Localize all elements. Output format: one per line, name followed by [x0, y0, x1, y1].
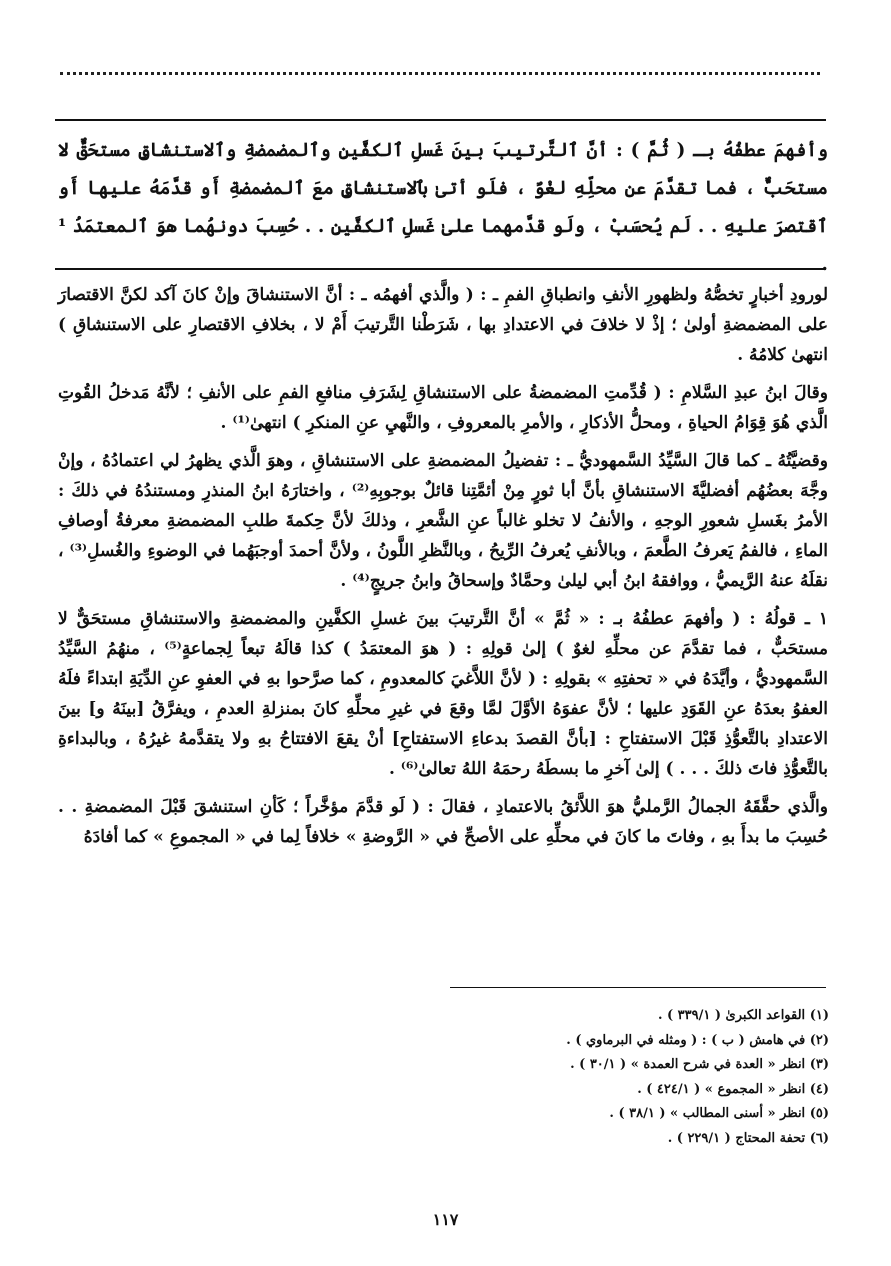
footnote-item: (٥) انظر « أسنى المطالب » ( ٣٨/١ ) .: [609, 1106, 829, 1121]
commentary-paragraph: وقالَ ابنُ عبدِ السَّلامِ : ( قُدِّمتِ المضمضةُ على الاستنشاقِ لِشَرَفِ منافعِ الفمِ على الأنفِ ؛ لأنَّهُ مَدخلُ القُوتِ الَّذي هُوَ قِوَامُ الحياةِ ، ومحلُّ الأذكارِ ، والأمرِ بالمعروفِ ، والنَّهيِ عنِ المنكرِ ) انتهىٰ⁽¹⁾ .: [58, 383, 828, 433]
commentary: [58, 280, 828, 860]
top-dotted-rule: [60, 72, 820, 81]
footnote-item: (١) القواعد الكبرىٰ ( ٣٣٩/١ ) .: [657, 1008, 829, 1023]
matn-commentary-separator: [55, 268, 826, 270]
commentary-paragraph: وقضيَّتُهُ ـ كما قالَ السَّيِّدُ السَّمهوديُّ ـ : تفضيلُ المضمضةِ على الاستنشاقِ ، وهوَ الَّذي يظهرُ لي اعتمادُهُ ، وإنْ وجَّهَ بعضُهُم أفضليَّةَ الاستنشاقِ بأنَّ أبا ثورٍ مِنْ أئمَّتِنا قائلٌ بوجوبِهِ⁽²⁾ ، واختارَهُ ابنُ المنذرِ ومستندُهُ في ذلكَ : الأمرُ بغَسلِ شعورِ الوجهِ ، والأنفُ لا تخلو غالباً عنِ الشَّعرِ ، وذلكَ لأنَّ حِكمةَ طلبِ المضمضةِ معرفةُ أوصافِ الماءِ ، فالفمُ يَعرفُ الطَّعمَ ، وبالأنفِ يُعرفُ الرِّيحُ ، وبالنَّظرِ اللَّونُ ، ولأنَّ أحمدَ أوجبَهُما في الوضوءِ والغُسلِ⁽³⁾ ، نقلَهُ عنهُ الرَّيميُّ ، ووافقهُ ابنُ أبي ليلىٰ وحمَّادٌ وإسحاقُ وابنُ جريجٍ⁽⁴⁾ .: [58, 451, 828, 591]
commentary-paragraph: لورودِ أخبارٍ تخصُّهُ ولظهورِ الأنفِ وانطباقِ الفمِ ـ : ( والَّذي أفهمُه ـ : أنَّ الاستنشاقَ وإنْ كانَ آكد لكنَّ الاقتصارَ على المضمضةِ أولىٰ ؛ إذْ لا خلافَ في الاعتدادِ بها ، شَرَطْنا التَّرتيبَ أَمْ لا ، بخلافِ الاقتصارِ على الاستنشاقِ ) انتهىٰ كلامُهُ .: [58, 285, 828, 365]
commentary-paragraph: ١ ـ قولُهُ : ( وأفهمَ عطفُهُ بـ : « ثُمَّ » أنَّ التَّرتيبَ بينَ غسلِ الكفَّينِ والمضمضةِ والاستنشاقِ مستحَقٌّ لا مستحَبٌّ ، فما تقدَّمَ عن محلِّهِ لغوٌ ) إلىٰ قولِهِ : ( هوَ المعتمَدُ ) كذا قالَهُ تبعاً لِجماعةٍ⁽⁵⁾ ، منهُمُ السَّيِّدُ السَّمهوديُّ ، وأيَّدَهُ في « تحفتِهِ » بقولِهِ : ( لأنَّ اللاَّغيَ كالمعدومِ ، كما صرَّحوا بهِ في العفوِ عنِ الدِّيَةِ ابتداءً فلَهُ العفوُ بعدَهُ عنِ القَوَدِ عليها ؛ لأنَّ عفوَهُ الأوَّلَ لمَّا وقعَ في غيرِ محلِّهِ كانَ بمنزلةِ العدمِ ، ويفرَّقُ [بينَهُ و] بينَ الاعتدادِ بالتَّعوُّذِ قَبْلَ الاستفتاحِ : [بأنَّ القصدَ بدعاءِ الاستفتاحِ] أنْ يقعَ الافتتاحُ بهِ ولا يتقدَّمهُ غيرُهُ ، وبالبداءةِ بالتَّعوُّذِ فاتَ ذلكَ . . . ) إلىٰ آخرِ ما بسطَهُ رحمَهُ اللهُ تعالىٰ⁽⁶⁾ .: [58, 609, 828, 779]
footnote-separator: [450, 987, 826, 988]
commentary-paragraph: والَّذي حقَّقَهُ الجمالُ الرَّمليُّ هوَ اللاَّئقُ بالاعتمادِ ، فقالَ : ( لَو قدَّمَ مؤخَّراً ؛ كَأنِ استنشقَ قَبْلَ المضمضةِ . . حُسِبَ ما بدأَ بهِ ، وفاتَ ما كانَ في محلِّهِ على الأصحِّ في « الرَّوضةِ » خلافاً لِما في « المجموعِ » كما أفادَهُ: [58, 797, 828, 847]
footnote-item: (٣) انظر « العدة في شرح العمدة » ( ٣٠/١ ) .: [570, 1057, 829, 1072]
page-number: ١١٧: [432, 1210, 459, 1229]
matn-text: وأفهمَ عطفُهُ بـ ( ثُمَّ ) : أنَّ ٱلتَّرتيبَ بينَ غَسلِ ٱلكفَّينِ وٱلمضمضةِ وٱلاستنشاقِ مستحَقٌّ لا مستحَبٌّ ، فما تقدَّمَ عن محلِّهِ لغْوٌ ، فلَو أتىٰ بٱلاستنشاقِ معَ ٱلمضمضةِ أَو قدَّمَهُ عليها أَو ٱقتصرَ عليهِ . . لَم يُحسَبْ ، ولَو قدَّمهما علىٰ غَسلِ ٱلكفَّينِ . . حُسِبَ دونهُما هوَ ٱلمعتمَدُ ¹ .: [58, 140, 828, 275]
footnote-item: (٢) في هامش ( ب ) : ( ومثله في البرماوي ) .: [566, 1032, 829, 1048]
footnote-item: (٤) انظر « المجموع » ( ٤٢٤/١ ) .: [637, 1081, 829, 1097]
footnotes: [429, 1004, 829, 1151]
matn-top-rule: [55, 119, 826, 121]
footnote-item: (٦) تحفة المحتاج ( ٢٢٩/١ ) .: [667, 1130, 829, 1146]
